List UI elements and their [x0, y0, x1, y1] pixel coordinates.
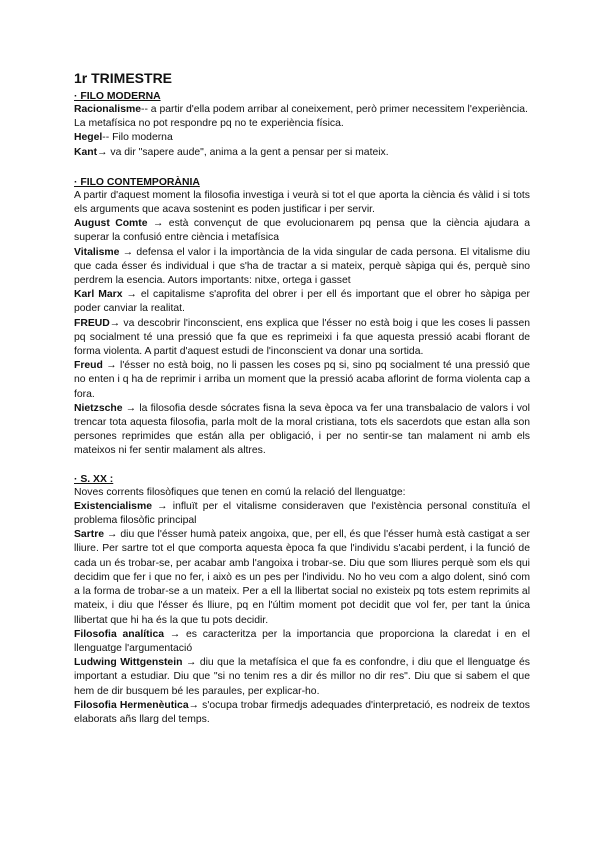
paragraph-text: → s'ocupa trobar firmedjs adequades d'interpretació, es nodreix de textos elaborats añs llarg del temps.	[74, 699, 531, 725]
section-heading: · FILO MODERNA	[74, 91, 161, 102]
term: Hegel	[74, 132, 103, 144]
paragraph	[74, 217, 530, 245]
paragraph	[74, 628, 530, 656]
paragraph	[74, 500, 530, 528]
section-heading: · S. XX :	[74, 473, 114, 485]
paragraph	[74, 656, 530, 699]
paragraph-text: La metafísica no pot respondre pq no te experiència física.	[74, 118, 344, 130]
section-heading: · FILO CONTEMPORÀNIA	[74, 176, 200, 188]
paragraph	[74, 131, 530, 145]
paragraph	[74, 528, 530, 627]
paragraph	[74, 317, 530, 360]
paragraph-text: A partir d'aquest moment la filosofia investiga i veurà si tot el que aporta la ciència és vàlid i si tots els arguments que acava sostenint es poden justificar i per servir.	[74, 189, 530, 216]
term: Sartre	[74, 529, 105, 541]
term: Kant	[74, 146, 98, 158]
term: FREUD	[74, 317, 110, 329]
paragraph	[74, 146, 530, 160]
paragraph	[74, 486, 530, 500]
paragraph	[74, 189, 530, 217]
section-spacer	[74, 160, 530, 176]
section-spacer	[74, 459, 530, 473]
paragraph-text: → influït per el vitalisme consideraven que l'existència personal constituïa el problema filosòfic principal	[74, 500, 530, 527]
term: Nietzsche	[74, 402, 123, 414]
paragraph-text: → va descobrir l'inconscient, ens explica que l'ésser no està boig i que les coses li passen pq socialment té una pressió que fa que es reprimeixi i fa que aquesta pressió acabi florant de forma violenta. A partit d'aquest estudi de l'inconscient va donar una sortida.	[74, 317, 530, 358]
paragraph	[74, 359, 530, 402]
term: Ludwing Wittgenstein	[74, 657, 183, 669]
paragraph-text: → l'ésser no està boig, no li passen les coses pq si, sino pq socialment té una pressió que no enten i q ha de reprimir i arriba un moment que la pressió acaba aflorint de forma violenta cap a fora.	[74, 360, 530, 400]
term: Filosofia Hermenèutica	[74, 699, 189, 711]
section-filo-moderna	[74, 90, 530, 160]
term: Existencialisme	[74, 500, 152, 512]
paragraph-text: → diu que la metafísica el que fa es confondre, i diu que el llenguatge és important a estudiar. Diu que "si no tenim res a dir és millor no dir res". Diu que si sabem el que hem de dir busquem bé les paraules, per explicar-ho.	[74, 657, 530, 697]
term: August Comte	[74, 218, 148, 230]
term: Freud	[74, 360, 103, 372]
paragraph-text: → diu que l'ésser humà pateix angoixa, que, per ell, és que l'ésser humà està castigat a ser lliure. Per sartre tot el que comporta aquesta època fa que l'individu s'acabi perdent, i la funció de cada un és trobar-se, per acabar amb l'angoixa i trobar-se. Diu que som lliures perquè som els qui decidim que fer i que no fer, i això es un pes per l'individu. No ho veu com a algo dolent, sinó com a la forma de trobar-se a un mateix. Per a ell la llibertat social no existeix pq tots estem reprimits al mateix, i diu que l'ésser és lliure, pq en l'últim moment pot decidit que vol fer, per tant la única llibertat que hi ha és la que tu pots decidir.	[74, 529, 530, 626]
term: Filosofia analítica	[74, 628, 165, 640]
paragraph	[74, 699, 530, 727]
paragraph-text: → va dir "sapere aude", anima a la gent a pensar per si mateix.	[97, 146, 389, 158]
paragraph-text: → defensa el valor i la importància de la vida singular de cada persona. El vitalisme diu que cada ésser és individual i que s'ha de tractar a si mateix, perquè sàpiga qui és, perquè sino perdrem la esencia. Autors importants: nitxe, ortega i gasset	[74, 246, 530, 287]
document-title: 1r TRIMESTRE	[74, 70, 173, 86]
paragraph	[74, 103, 530, 117]
paragraph-text: → el capitalisme s'aprofita del obrer i per ell és important que el obrer ho sàpiga per poder canviar la realitat.	[74, 289, 530, 315]
paragraph-text: Noves corrents filosòfiques que tenen en comú la relació del llenguatge:	[74, 486, 406, 498]
section-s-xx	[74, 473, 530, 727]
paragraph-text: -- a partir d'ella podem arribar al coneixement, però primer necessitem l'experiència.	[141, 104, 528, 115]
paragraph	[74, 402, 530, 459]
section-filo-contemporania	[74, 176, 530, 459]
paragraph-text: → la filosofia desde sócrates fisna la seva època va fer una transbalacio de valors i vol trencar tota aquesta filosofia, parla molt de la moral cristiana, tots els sacerdots que estan alla son persones reprimides que están alla per obligació, i per no sentir-se tan malament ni amb els mateixos ni fer sentir malament als altres.	[74, 402, 530, 457]
term: Racionalisme	[74, 104, 141, 115]
paragraph-text: → es caracteritza per la importancia que proporciona la claredat i en el llenguatge l'argumentació	[74, 628, 530, 654]
paragraph	[74, 117, 530, 131]
paragraph-text: → està convençut de que evolucionarem pq pensa que la ciència ajudara a superar la confusió entre ciència i metafísica	[74, 218, 530, 244]
term: Karl Marx	[74, 289, 123, 301]
term: Vitalisme	[74, 246, 120, 258]
paragraph	[74, 288, 530, 316]
paragraph	[74, 246, 530, 289]
paragraph-text: -- Filo moderna	[102, 132, 173, 144]
